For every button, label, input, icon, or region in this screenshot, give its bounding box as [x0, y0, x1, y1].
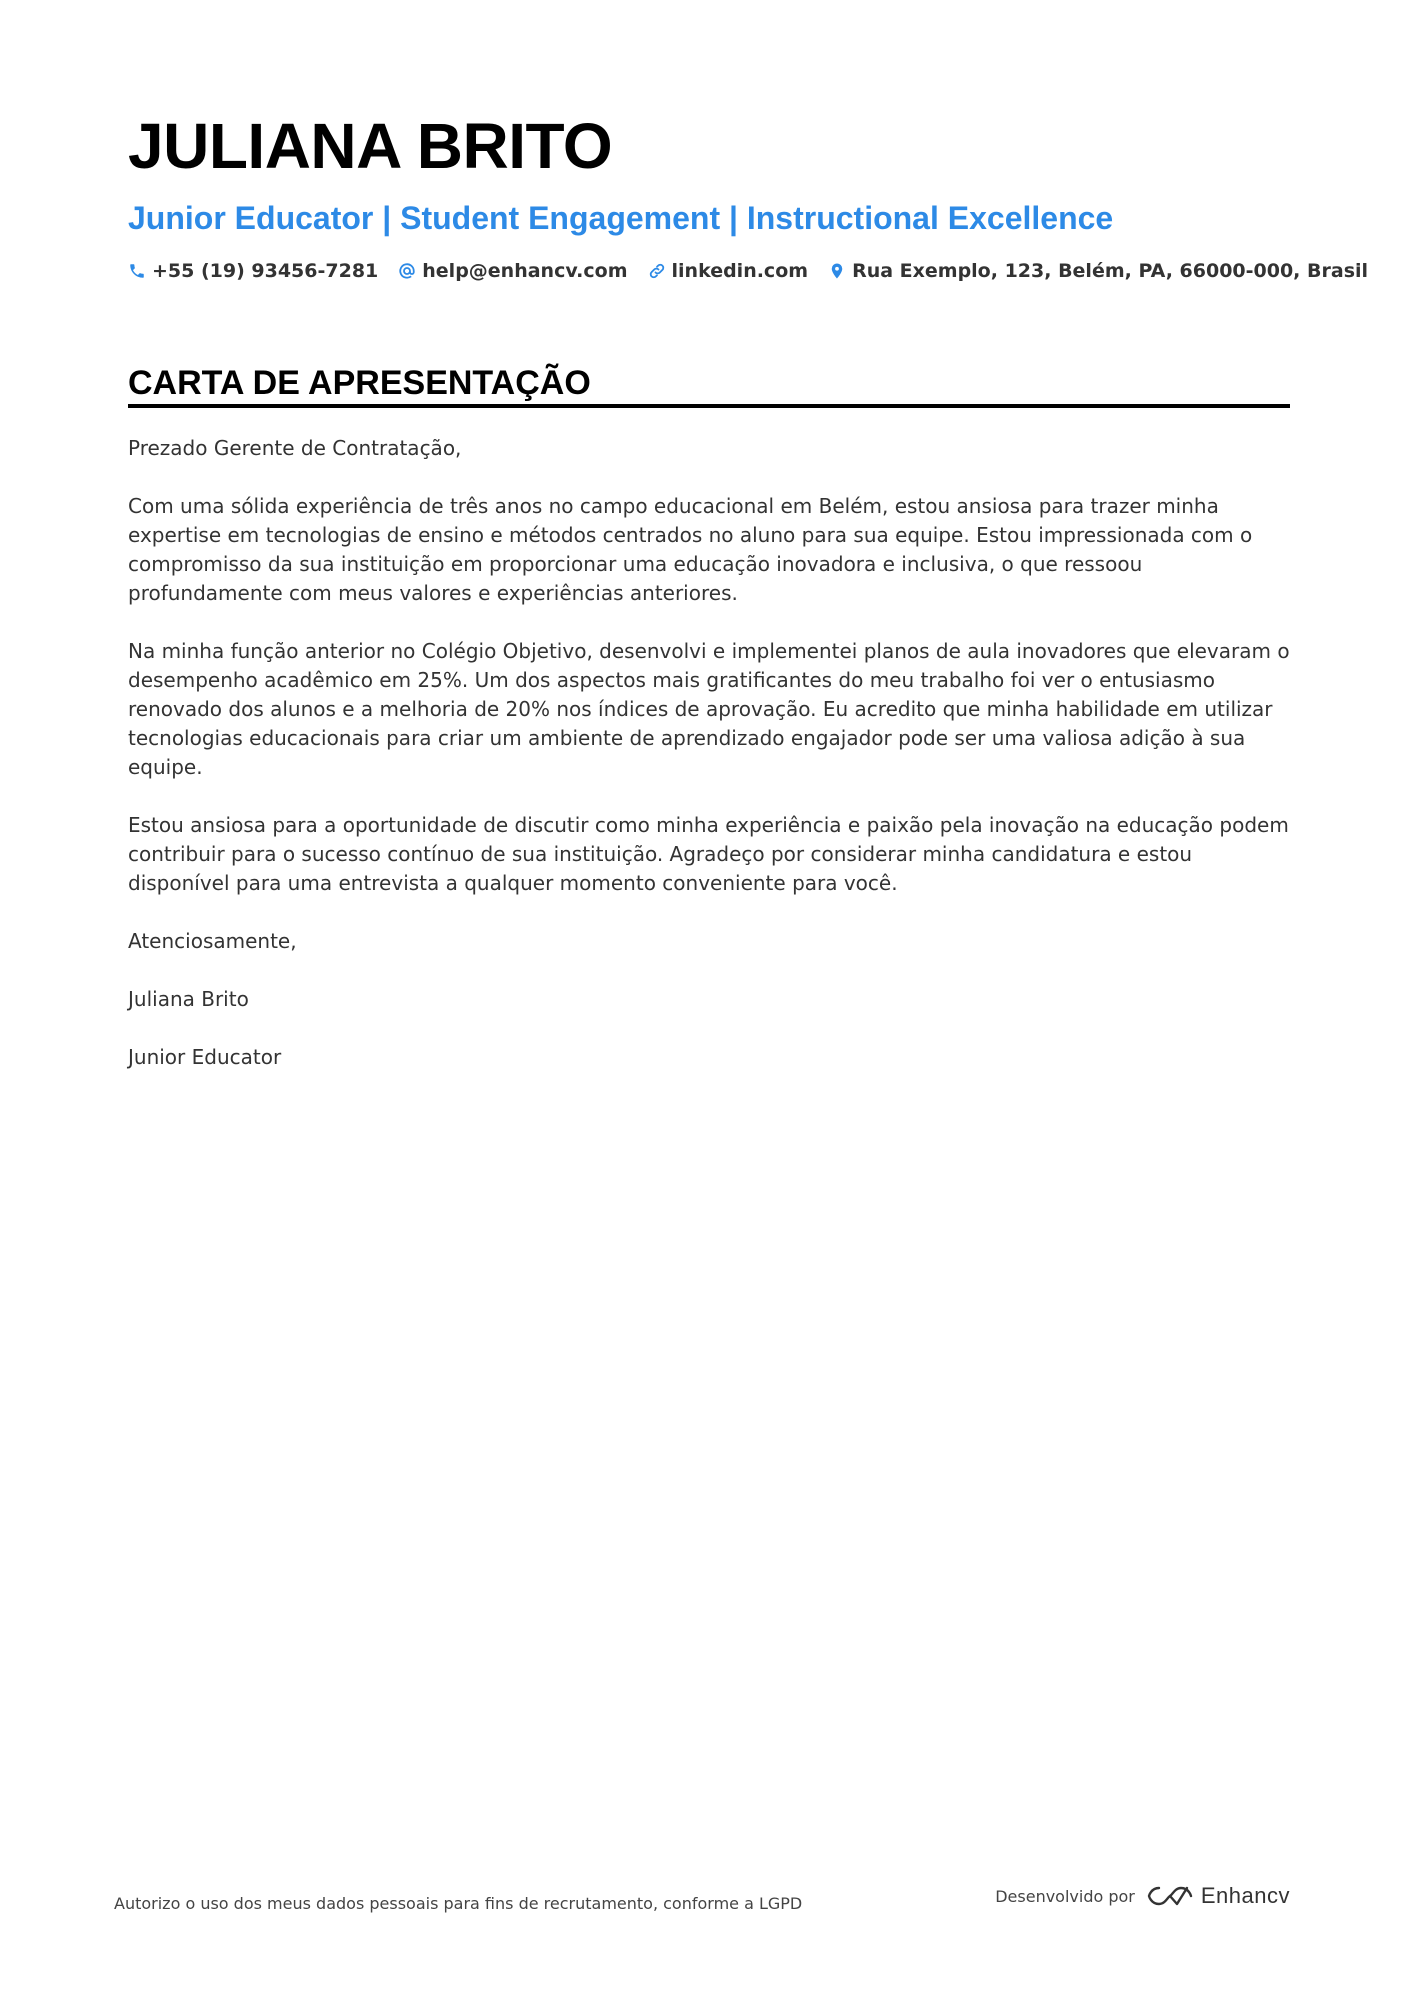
email-value: help@enhancv.com: [422, 260, 628, 282]
candidate-name: JULIANA BRITO: [128, 110, 613, 182]
powered-by-label: Desenvolvido por: [995, 1886, 1135, 1906]
letter-closing: Atenciosamente,: [128, 929, 297, 953]
signature-title: Junior Educator: [128, 1045, 282, 1069]
powered-by: [995, 1883, 1290, 1909]
candidate-title: Junior Educator | Student Engagement | Instructional Excellence: [128, 200, 1114, 236]
link-icon: [648, 262, 666, 280]
letter-body: [128, 434, 1290, 1072]
enhancv-logo[interactable]: [1147, 1883, 1290, 1909]
contact-phone[interactable]: [128, 260, 378, 282]
letter-paragraph: Estou ansiosa para a oportunidade de discutir como minha experiência e paixão pela inovação na educação podem contribuir para o sucesso contínuo de sua instituição. Agradeço por considerar minha candidatura e estou disponível para uma entrevista a qualquer momento conveniente para você.: [128, 813, 1289, 895]
contact-email[interactable]: [398, 260, 627, 282]
section-title: CARTA DE APRESENTAÇÃO: [128, 362, 1290, 408]
phone-icon: [128, 262, 146, 280]
brand-name: Enhancv: [1200, 1883, 1290, 1908]
letter-paragraph: Na minha função anterior no Colégio Objetivo, desenvolvi e implementei planos de aula inovadores que elevaram o desempenho acadêmico em 25%. Um dos aspectos mais gratificantes do meu trabalho foi ver o entusiasmo renovado dos alunos e a melhoria de 20% nos índices de aprovação. Eu acredito que minha habilidade em utilizar tecnologias educacionais para criar um ambiente de aprendizado engajador pode ser uma valiosa adição à sua equipe.: [128, 639, 1290, 779]
letter-paragraph: Com uma sólida experiência de três anos no campo educacional em Belém, estou ansiosa para trazer minha expertise em tecnologias de ensino e métodos centrados no aluno para sua equipe. Estou impressionada com o compromisso da sua instituição em proporcionar uma educação inovadora e inclusiva, o que ressoou profundamente com meus valores e experiências anteriores.: [128, 494, 1253, 605]
cover-letter-page: [128, 108, 1369, 1101]
contact-linkedin[interactable]: [648, 260, 809, 282]
contact-bar: [128, 260, 1369, 282]
phone-value: +55 (19) 93456-7281: [152, 260, 379, 282]
address-value: Rua Exemplo, 123, Belém, PA, 66000-000, Brasil: [852, 260, 1369, 282]
at-icon: [398, 262, 416, 280]
letter-greeting: Prezado Gerente de Contratação,: [128, 436, 462, 460]
location-icon: [828, 262, 846, 280]
signature-name: Juliana Brito: [128, 987, 249, 1011]
consent-note: Autorizo o uso dos meus dados pessoais para fins de recrutamento, conforme a LGPD: [114, 1894, 803, 1913]
contact-address: [828, 260, 1368, 282]
enhancv-logo-icon: [1147, 1883, 1193, 1909]
linkedin-value: linkedin.com: [671, 260, 809, 282]
